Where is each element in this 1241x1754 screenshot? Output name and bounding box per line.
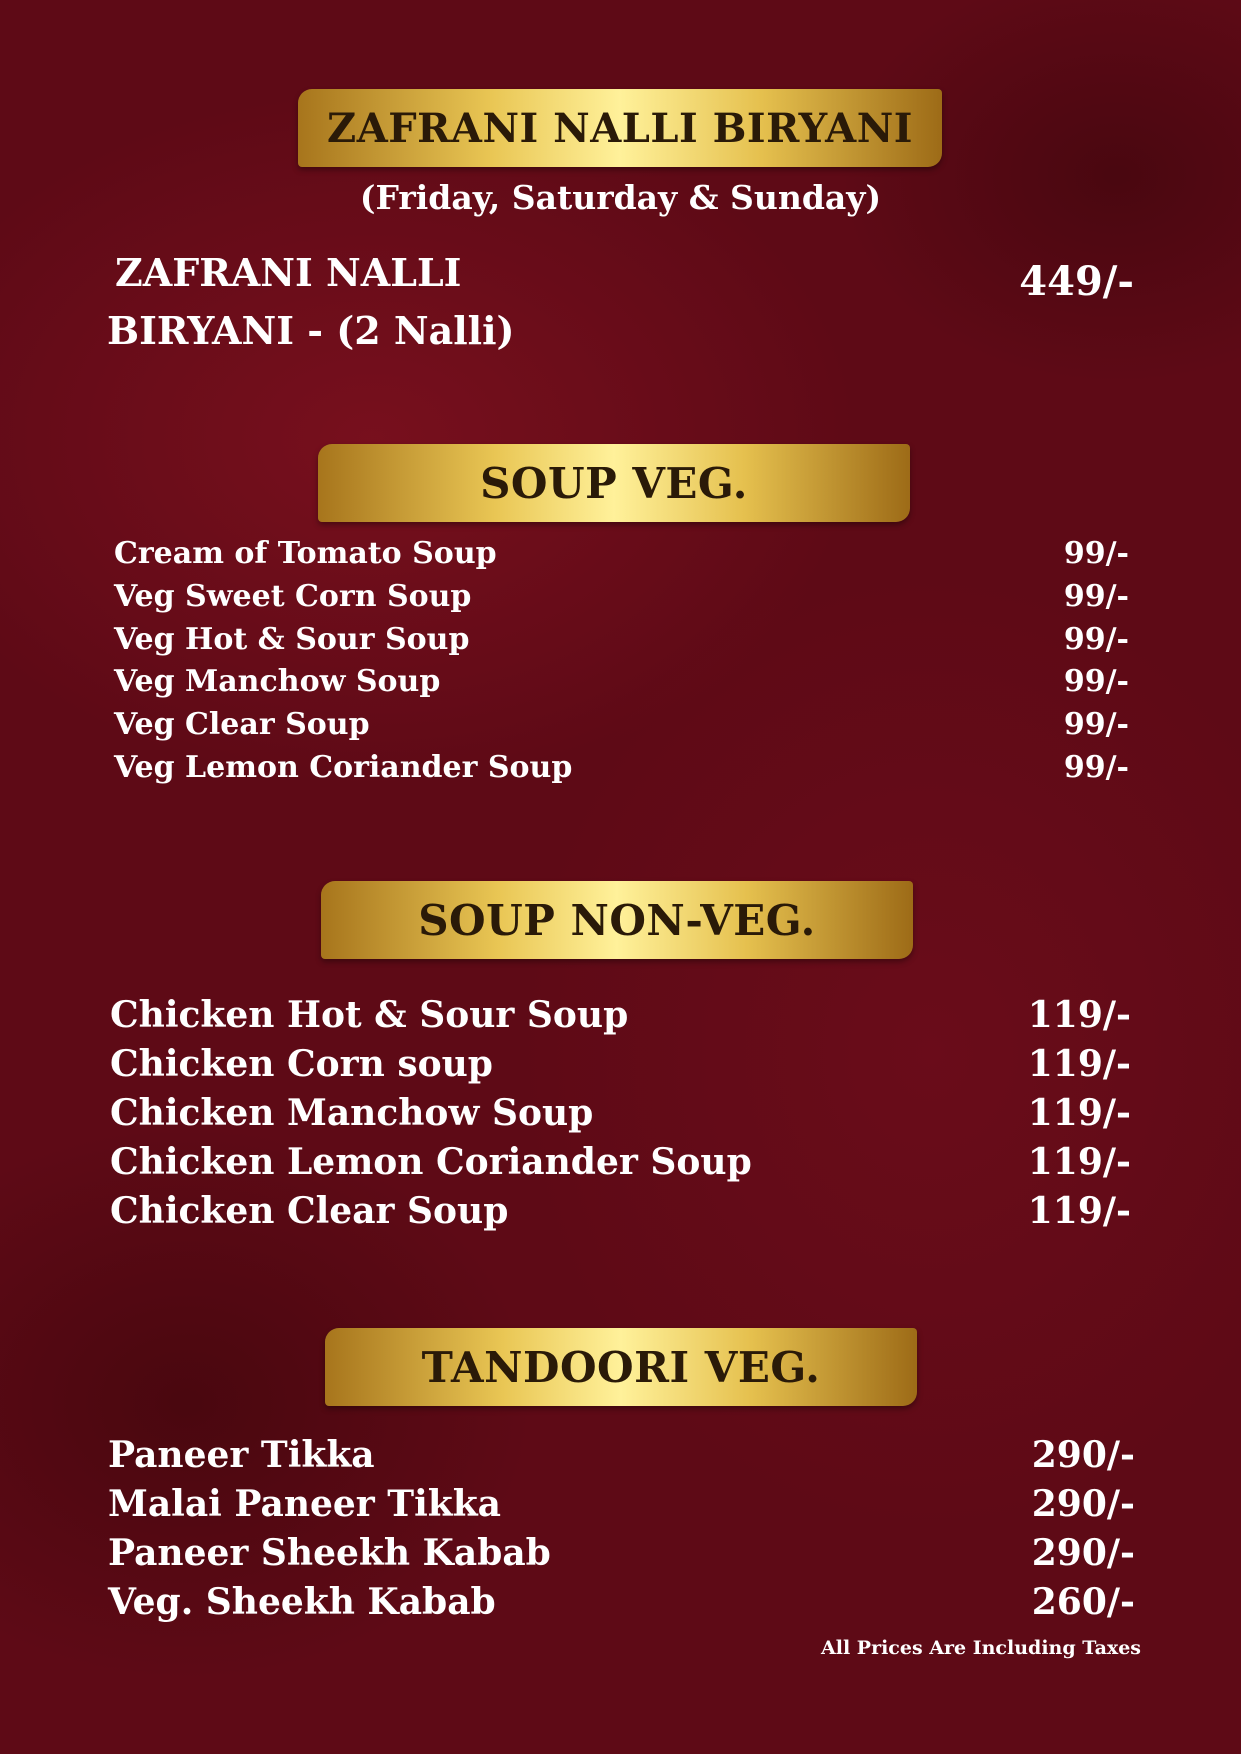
menu-item-name: Chicken Manchow Soup (110, 1092, 594, 1134)
menu-item-name: Malai Paneer Tikka (108, 1483, 501, 1525)
menu-item-row (0, 750, 1241, 790)
tax-note: All Prices Are Including Taxes (821, 1637, 1141, 1659)
menu-item-price: 119/- (1027, 1043, 1131, 1085)
menu-item-price: 119/- (1027, 1141, 1131, 1183)
menu-item-row (0, 1043, 1241, 1091)
soup-nonveg-section-title: SOUP NON-VEG. (418, 895, 816, 945)
biryani-item-name-line2: BIRYANI - (2 Nalli) (107, 308, 515, 353)
biryani-section-title: ZAFRANI NALLI BIRYANI (327, 104, 913, 152)
menu-item-row (0, 1532, 1241, 1580)
menu-item-row (0, 1581, 1241, 1629)
menu-item-name: Chicken Lemon Coriander Soup (110, 1141, 752, 1183)
menu-item-name: Veg Manchow Soup (114, 664, 441, 699)
menu-item-name: Paneer Tikka (108, 1434, 375, 1476)
soup-veg-section-banner (318, 444, 910, 522)
menu-item-row (0, 1483, 1241, 1531)
soup-veg-section-title: SOUP VEG. (480, 458, 748, 508)
menu-item-row (0, 1190, 1241, 1238)
menu-item-name: Veg Lemon Coriander Soup (114, 750, 573, 785)
biryani-item-name-line1: ZAFRANI NALLI (115, 250, 462, 295)
menu-item-price: 290/- (1031, 1532, 1135, 1574)
tandoori-veg-section-banner (325, 1328, 917, 1406)
menu-item-row (0, 579, 1241, 619)
biryani-section-banner (298, 89, 942, 167)
menu-item-row (0, 707, 1241, 747)
menu-item-price: 119/- (1027, 1092, 1131, 1134)
menu-item-price: 290/- (1031, 1483, 1135, 1525)
menu-item-row (0, 994, 1241, 1042)
menu-item-row (0, 1141, 1241, 1189)
menu-item-name: Chicken Hot & Sour Soup (110, 994, 629, 1036)
menu-item-price: 119/- (1027, 1190, 1131, 1232)
menu-item-row (0, 1434, 1241, 1482)
menu-item-price: 99/- (1063, 750, 1129, 785)
menu-item-row (0, 622, 1241, 662)
menu-item-row (0, 536, 1241, 576)
menu-item-price: 99/- (1063, 664, 1129, 699)
menu-item-price: 99/- (1063, 579, 1129, 614)
menu-item-name: Veg. Sheekh Kabab (108, 1581, 496, 1623)
menu-item-price: 260/- (1031, 1581, 1135, 1623)
biryani-item-price: 449/- (1019, 258, 1134, 305)
menu-item-name: Veg Sweet Corn Soup (114, 579, 472, 614)
menu-item-name: Veg Clear Soup (114, 707, 370, 742)
menu-item-price: 290/- (1031, 1434, 1135, 1476)
menu-item-price: 119/- (1027, 994, 1131, 1036)
menu-item-name: Veg Hot & Sour Soup (114, 622, 470, 657)
menu-item-name: Chicken Corn soup (110, 1043, 493, 1085)
menu-item-name: Cream of Tomato Soup (114, 536, 497, 571)
biryani-availability-days: (Friday, Saturday & Sunday) (359, 178, 882, 217)
menu-item-name: Chicken Clear Soup (110, 1190, 509, 1232)
menu-item-price: 99/- (1063, 536, 1129, 571)
menu-item-row (0, 1092, 1241, 1140)
menu-item-row (0, 664, 1241, 704)
tandoori-veg-section-title: TANDOORI VEG. (421, 1342, 821, 1392)
menu-item-price: 99/- (1063, 707, 1129, 742)
soup-nonveg-section-banner (321, 881, 913, 959)
menu-item-price: 99/- (1063, 622, 1129, 657)
menu-item-name: Paneer Sheekh Kabab (108, 1532, 551, 1574)
